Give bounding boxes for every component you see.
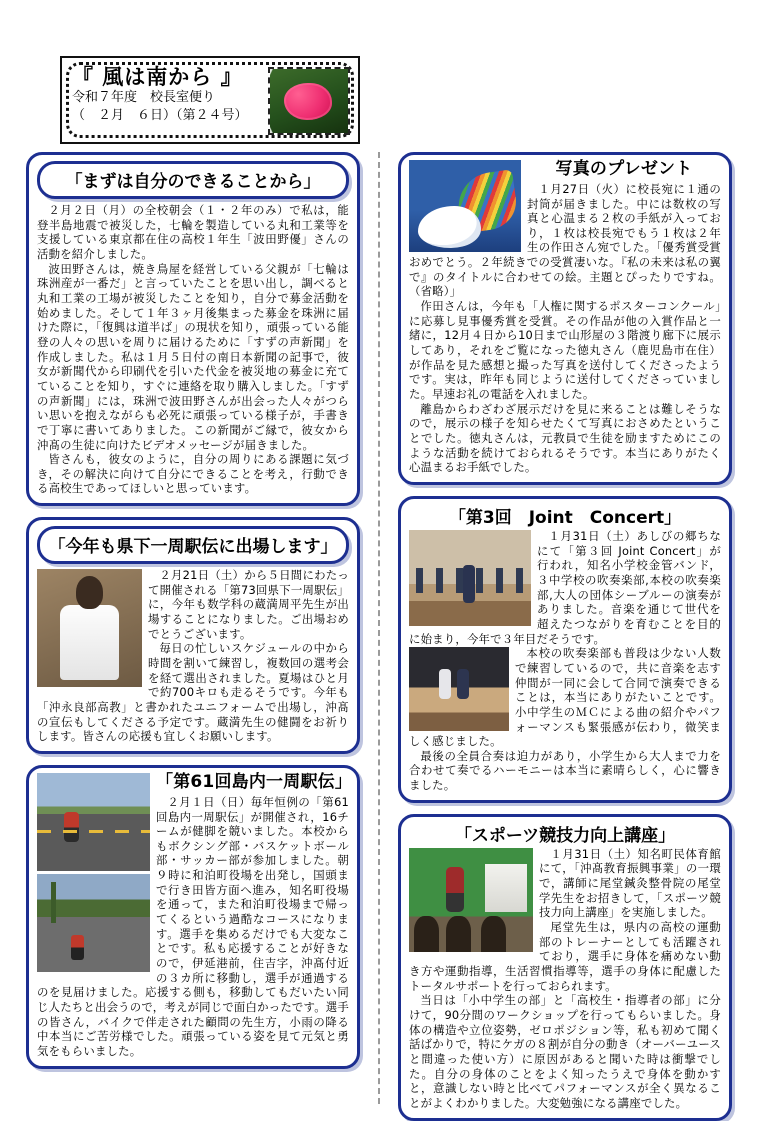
runners-on-road-photo — [37, 874, 150, 972]
brass-band-concert-photo — [409, 530, 531, 626]
masthead-text — [72, 65, 268, 124]
poster-artwork-photo — [409, 160, 521, 252]
newsletter-issue: （ ２月 ６日）（第２４号） — [72, 107, 248, 123]
article-heading: 「第3回 Joint Concert」 — [448, 507, 682, 528]
article-own-actions — [26, 152, 360, 506]
paragraph: 尾堂先生は，県内の高校の運動部のトレーナーとしても活躍されており，選手に身体を痛めない動き方や運動指導，生活習慣指導等，選手の身体に配慮したトータルサポートを行っておられます。 — [409, 920, 721, 993]
article-heading: 「第61回島内一周駅伝」 — [156, 772, 353, 792]
paragraph: 本校の吹奏楽部も普段は少ない人数で練習しているので，共に音楽を志す仲間が一同に会して合同で演奏できることは，本当にありがたいことです。小中学生のＭＣによる曲の紹介やパフォーマンスも緊張感が伝わり，微笑ましく感じました。 — [409, 646, 721, 749]
article-sports-lecture — [398, 814, 732, 1121]
teacher-holding-uniform-photo — [37, 569, 142, 687]
columns-container — [26, 152, 737, 1110]
hibiscus-image — [270, 69, 348, 133]
sports-lecture-photo — [409, 848, 533, 952]
article-body — [409, 159, 721, 475]
paragraph: 毎日の忙しいスケジュールの中から時間を割いて練習し，複数回の選考会を経て選出されました。夏場はひと月で約700キロも走るそうです。今年も「沖永良部高教」と書かれたユニフォームで出場し，沖髙の宣伝もしてくださる予定です。蔵満先生の健闘をお祈りします。皆さんの応援も宜しくお願いします。 — [37, 641, 349, 744]
article-heading: 「スポーツ競技力向上講座」 — [454, 825, 676, 846]
paragraph: 皆さんも，彼女のように，自分の周りにある課題に気づき，その解決に向けて自分にできることを考え，行動できる高校生であってほしいと思っています。 — [37, 452, 349, 496]
students-on-stage-photo — [409, 647, 509, 731]
article-heading-box — [37, 526, 349, 564]
newsletter-title: 『 風は南から 』 — [72, 65, 243, 89]
runner-with-motorbike-photo — [37, 773, 150, 871]
paragraph: 作田さんは，今年も「人権に関するポスターコンクール」に応募し見事優秀賞を受賞。その作品が他の入賞作品と一緒に，12月４日から10日まで山形屋の３階渡り廊下に展示してあり，それをご覧になった徳丸さん（鹿児島市在住）が作品を見た感想と撮った写真を送付してくださったようです。実は，昨年も同じように送付してくださっていました。早速お礼の電話を入れました。 — [409, 299, 721, 402]
paragraph: １月31日（土）あしびの郷ちなにて「第３回 Joint Concert」が行われ，知名小学校金管バンド，３中学校の吹奏楽部,本校の吹奏楽部,大人の団体シーブルーの演奏がありました。音楽を通じて世代を超えたつながりを育むことを目的に始まり，今年で３年目だそうです。 — [409, 528, 721, 646]
article-heading-box — [37, 161, 349, 199]
article-prefectural-ekiden — [26, 517, 360, 754]
masthead — [60, 56, 360, 144]
paragraph: ２月21日（土）から５日間にわたって開催される「第73回県下一周駅伝」に，今年も数学科の蔵満周平先生が出場することになりました。ご出場おめでとうございます。 — [148, 568, 349, 641]
newsletter-subtitle: 令和７年度 校長室便り — [72, 90, 216, 106]
paragraph: ２月２日（月）の全校朝会（１・２年のみ）で私は，能登半島地震で被災した，七輪を製造している丸和工業等を支援している東京都在住の高校１年生「波田野優」さんの活動を紹介しました。 — [37, 203, 349, 261]
paragraph: 波田野さんは，焼き鳥屋を経営している父親が「七輪は珠洲産が一番だ」と言っていたことを思い出し，調べると丸和工業の工場が被災したことを知り，自分で募金活動を始めました。そして１年３ヶ月後集まった募金を珠洲に届けた際に，「復興は道半ば」の現状を知り，頑張っている能登の人々の思いを周りに届けるために「すずの声新聞」を作成しました。私は１月５日付の南日本新聞の記事で，彼女が新聞代から印刷代を引いた代金を被災地の募金に充てていることを知り，すぐに連絡を取り購入しました。「すずの声新聞」には，珠洲で波田野さんが出会った人々がつらい思いを抱えながらも必死に頑張っている様子が，手書きで丁寧に書いてありました。この新聞がご縁で，彼女から沖髙の生徒に向けたビデオメッセージが届きました。 — [37, 261, 349, 452]
paragraph: １月27日（火）に校長宛に１通の封筒が届きました。中には数枚の写真と心温まる２枚の手紙が入っており，１枚は校長宛でもう１枚は２年生の作田さん宛でした。「優秀賞受賞おめでとう。２年続きでの受賞凄いな。『私の未来は私の翼で』のタイトルに合わせての絵。主題とぴったりですね。（省略）」 — [409, 181, 721, 299]
article-heading: 写真のプレゼント — [555, 159, 693, 179]
article-island-ekiden — [26, 765, 360, 1069]
article-body — [409, 847, 721, 1111]
paragraph: 当日は「小中学生の部」と「高校生・指導者の部」に分けて，90分間のワークショップを行ってもらいました。身体の構造や立位姿勢，ゼロポジション等，私も初めて聞く話ばかりで，特にケガの８割が自分の動き（オーバーユースと間違った使い方）に原因があると聞いた時は衝撃でした。自分の身体のことをよく知ったうえで身体を動かすと，意識しない時と比べてパフォーマンスが全く異なることがよくわかりました。大変勉強になる講座でした。 — [409, 993, 721, 1110]
article-joint-concert — [398, 496, 732, 803]
paragraph: １月31日（土）知名町民体育館にて，「沖髙教育振興事業」の一環で，講師に尾堂鍼灸整骨院の尾堂学先生をお招きして，「スポーツ競技力向上講座」を実施しました。 — [539, 846, 721, 920]
article-heading: 「まずは自分のできることから」 — [65, 172, 321, 192]
right-column — [388, 152, 732, 1110]
article-body — [37, 203, 349, 496]
left-column — [26, 152, 370, 1104]
article-photo-present — [398, 152, 732, 485]
paragraph: ２月１日（日）毎年恒例の「第61回島内一周駅伝」が開催され，16チームが健脚を競いました。本校からもボクシング部・バスケットボール部・サッカー部が参加しました。朝９時に和泊町役場を出発し，国頭まで行き田皆方面へ進み，知名町役場を通って，また和泊町役場まで帰ってくるという過酷なコースになります。選手を集めるだけでも大変なことです。私も応援することが好きなので，伊延港前，住吉字，沖髙付近の３カ所に移動し，選手が通過するのを見届けました。応援する側も，移動してもだいたい同じ人たちと出会うので，考えが同じで面白かったです。選手の皆さん，バイクで伴走された顧問の先生方，小雨の降る中本当にご苦労様でした。頑張っている姿を見て元気と勇気をもらいました。 — [37, 794, 349, 1058]
article-body — [37, 568, 349, 744]
paragraph: 最後の全員合奏は迫力があり，小学生から大人まで力を合わせて奏でるハーモニーは本当に素晴らしく，心に響きました。 — [409, 748, 721, 793]
paragraph: 離島からわざわざ展示だけを見に来ることは難しそうなので，展示の様子を知らせたくて写真におさめたということでした。徳丸さんは，元教員で生徒を励ますためにこのような活動を続けておられるそうです。本当にありがたく心温まるお手紙でした。 — [409, 401, 721, 475]
article-heading: 「今年も県下一周駅伝に出場します」 — [48, 537, 338, 558]
hibiscus-flower-photo — [268, 67, 350, 135]
column-divider — [378, 152, 380, 1104]
article-body — [37, 772, 353, 1059]
article-body — [409, 529, 721, 793]
audience-silhouettes — [409, 916, 533, 951]
